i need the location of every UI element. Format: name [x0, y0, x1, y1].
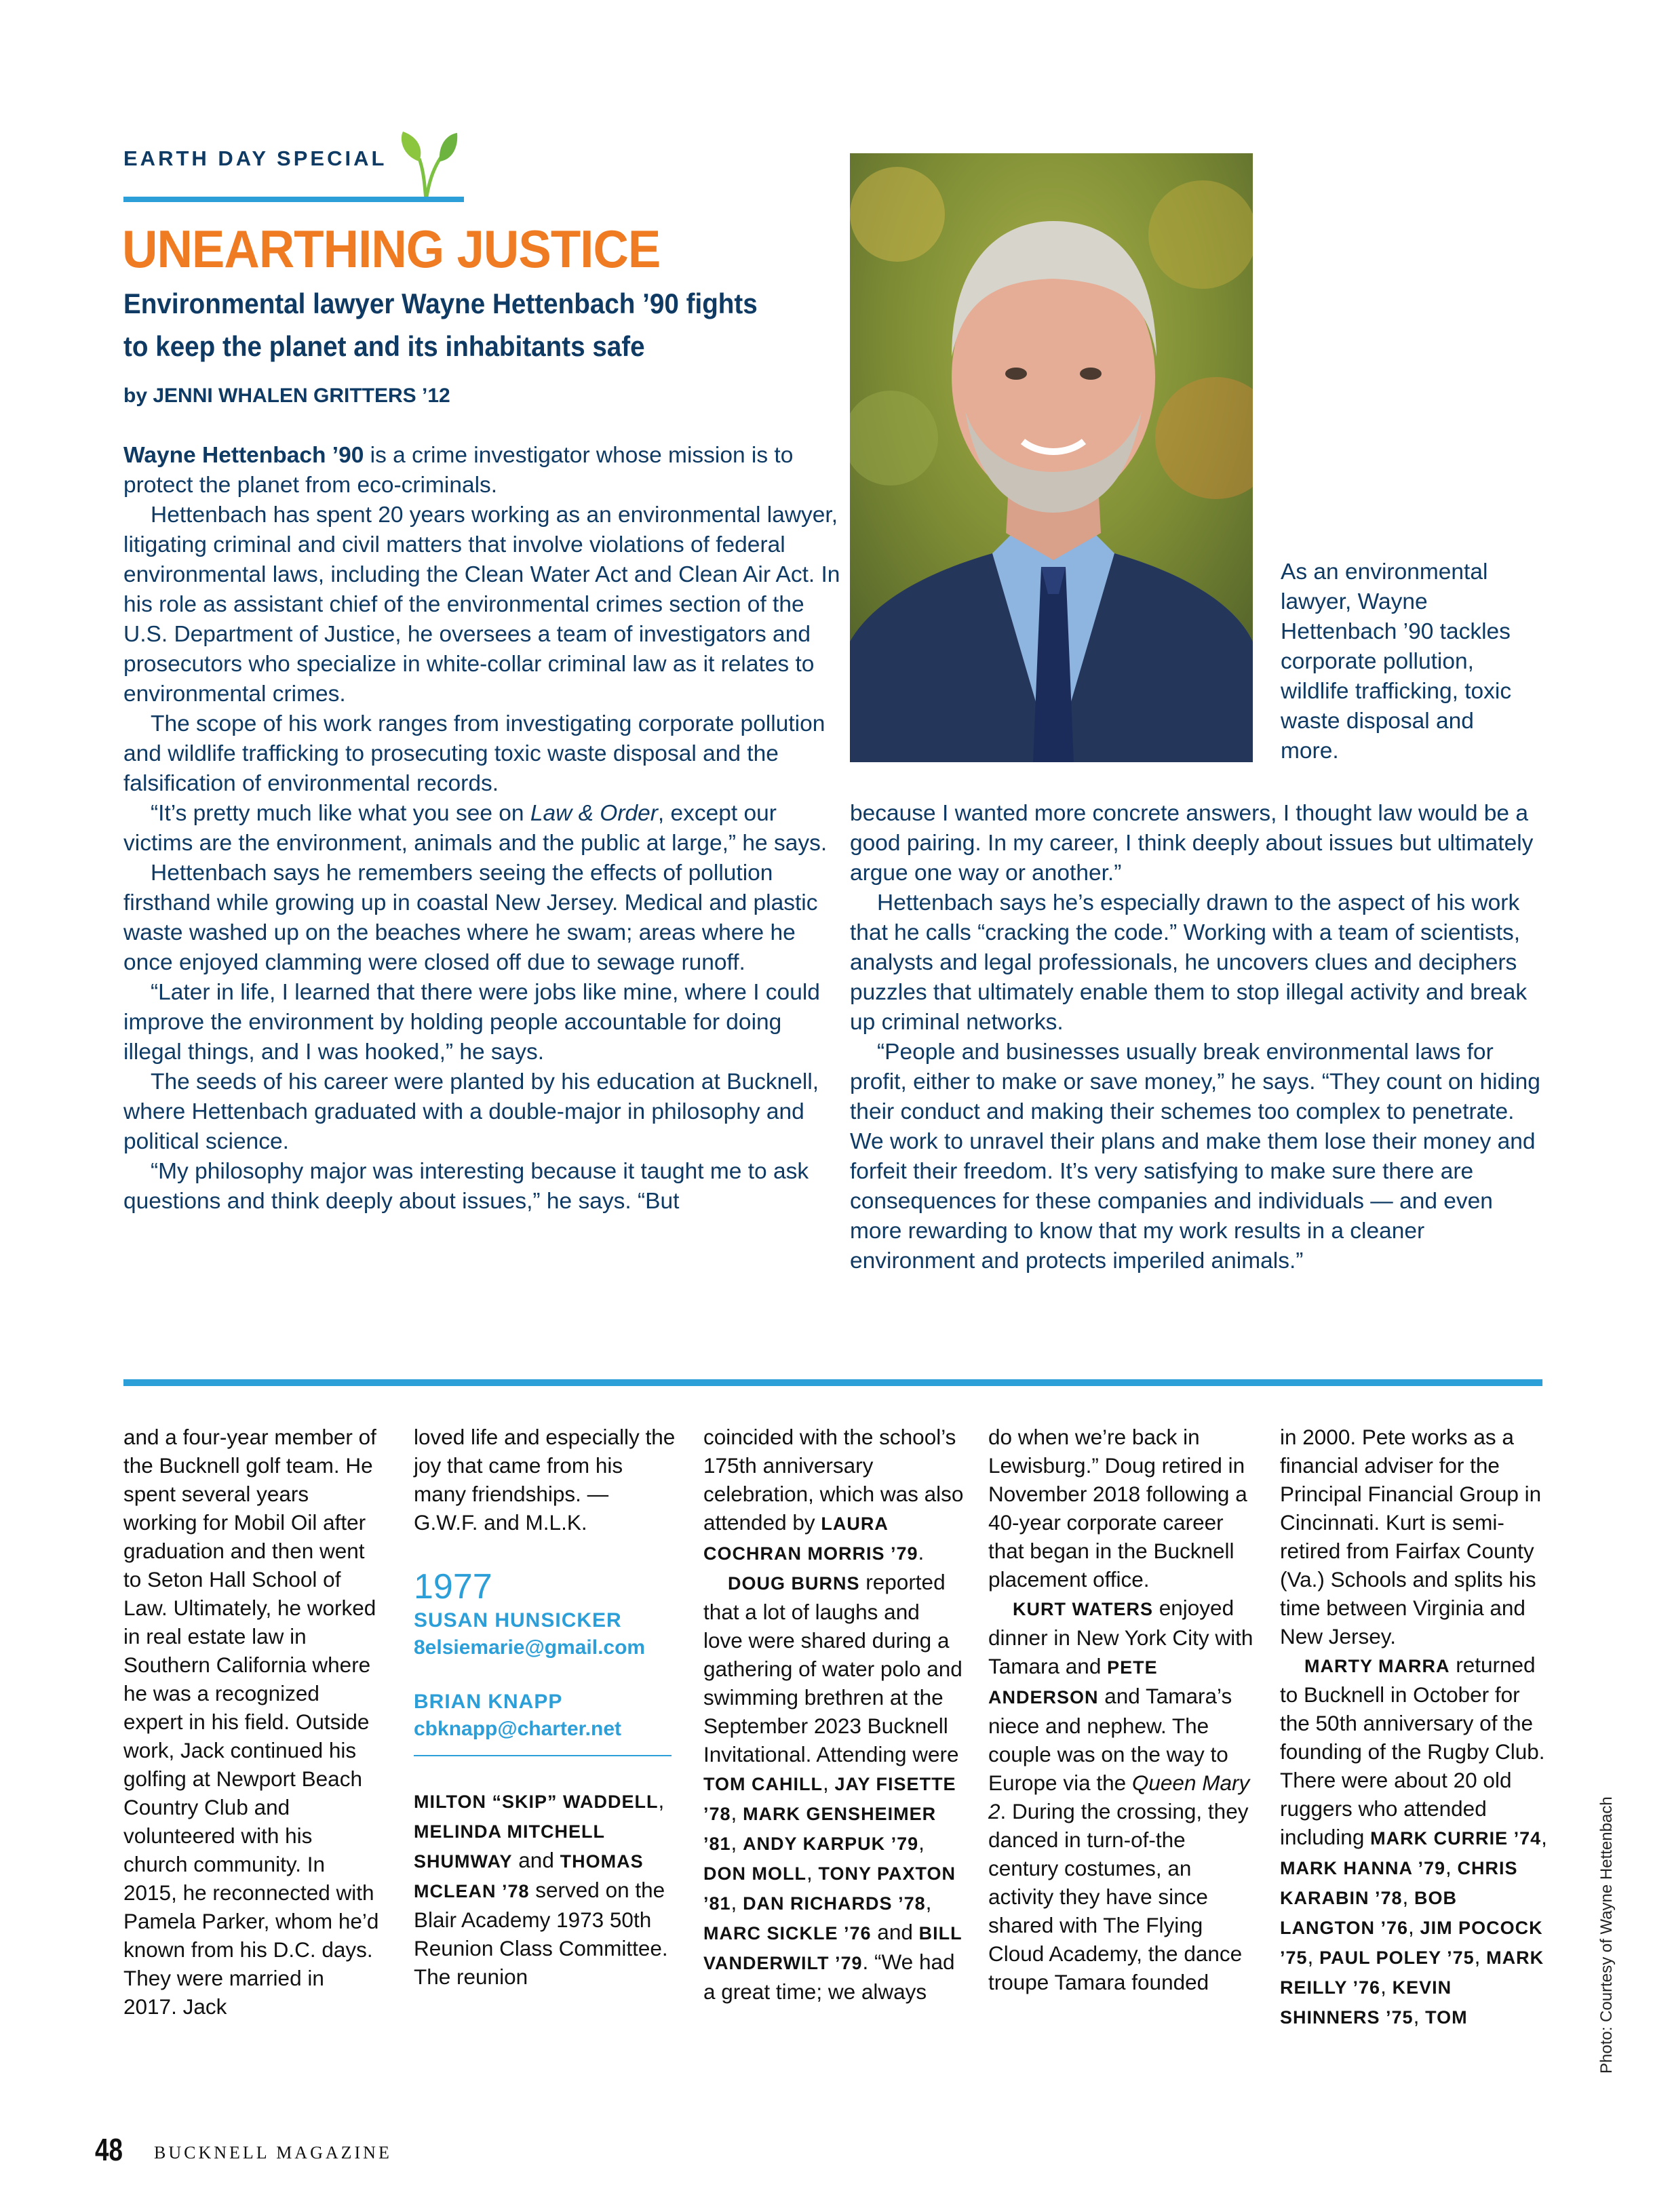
article-column-right: [850, 799, 1549, 1276]
class-notes-column-1: [123, 1423, 380, 2021]
class-note-text: coincided with the school’s 175th anniversary celebration, which was also attended by LAURA COCHRAN MORRIS ’79.: [703, 1425, 964, 1564]
section-kicker: EARTH DAY SPECIAL: [123, 146, 387, 170]
article-column-left: [123, 441, 842, 1217]
article-paragraph: Hettenbach says he’s especially drawn to the aspect of his work that he calls “cracking the code.” Working with a team of scientists, analysts and legal professionals, he uncovers clues and deciphers puzzles that ultimately enable them to stop illegal activity and break up criminal networks.: [850, 890, 1528, 1035]
class-year-heading: 1977: [414, 1567, 492, 1606]
article-paragraph: Hettenbach says he remembers seeing the effects of pollution firsthand while growing up in coastal New Jersey. Medical and plastic waste washed up on the beaches where he swam; areas where he once enjoyed clamming were closed off due to sewage runoff.: [123, 861, 818, 975]
portrait-photo: [850, 153, 1253, 762]
article-paragraph: The seeds of his career were planted by his education at Bucknell, where Hettenbach graduated with a double-major in philosophy and political science.: [123, 1069, 819, 1154]
article-paragraph: The scope of his work ranges from investigating corporate pollution and wildlife trafficking to prosecuting toxic waste disposal and the falsification of environmental records.: [123, 711, 825, 796]
article-title: UNEARTHING JUSTICE: [122, 219, 661, 279]
leaf-icon: [396, 129, 459, 203]
article-paragraph: “People and businesses usually break environmental laws for profit, either to make or save money,” he says. “They count on hiding their conduct and making their schemes too complex to penetrate. We work to unravel their plans and make them lose their money and forfeit their freedom. It’s very satisfying to make sure there are consequences for these companies and individuals — and even more rewarding to know that my work results in a cleaner environment and protects imperiled animals.”: [850, 1040, 1540, 1273]
class-notes-column-2: [414, 1423, 678, 1991]
article-deck: Environmental lawyer Wayne Hettenbach ’90 fights to keep the planet and its inhabitants safe: [123, 288, 758, 362]
class-notes-column-3: [703, 1423, 965, 2006]
section-divider: [123, 1379, 1542, 1386]
publication-name: BUCKNELL MAGAZINE: [154, 2143, 392, 2162]
class-notes-column-5: [1280, 1423, 1551, 2032]
article-paragraph: because I wanted more concrete answers, I thought law would be a good pairing. In my career, I think deeply about issues but ultimately argue one way or another.”: [850, 801, 1534, 886]
class-note-text: do when we’re back in Lewisburg.” Doug retired in November 2018 following a 40-year corporate career that began in the Bucknell placement office.: [988, 1425, 1247, 1592]
secretary-name: BRIAN KNAPP: [414, 1691, 563, 1713]
secretary-name: SUSAN HUNSICKER: [414, 1609, 622, 1632]
secretary-email[interactable]: 8elsiemarie@gmail.com: [414, 1636, 646, 1659]
column-rule: [414, 1755, 672, 1756]
class-note-text: KURT WATERS enjoyed dinner in New York City with Tamara and PETE ANDERSON and Tamara’s niece and nephew. The couple was on the way to Europe via the Queen Mary 2. During the crossing, they danced in turn-of-the century costumes, an activity they have since shared with The Flying Cloud Academy, the dance troupe Tamara founded: [988, 1596, 1253, 1994]
photo-caption: As an environmental lawyer, Wayne Hettenbach ’90 tackles corporate pollution, wildlife trafficking, toxic waste disposal and more.: [1281, 559, 1512, 764]
class-note-text: in 2000. Pete works as a financial adviser for the Principal Financial Group in Cincinnati. Kurt is semi-retired from Fairfax County (Va.) Schools and splits his time between Virginia and New Jersey.: [1280, 1425, 1542, 1648]
byline: by JENNI WHALEN GRITTERS ’12: [123, 384, 450, 407]
secretary-email[interactable]: cbknapp@charter.net: [414, 1718, 622, 1740]
article-paragraph: “My philosophy major was interesting because it taught me to ask questions and think deeply about issues,” he says. “But: [123, 1159, 809, 1214]
class-note-text: MILTON “SKIP” WADDELL, MELINDA MITCHELL SHUMWAY and THOMAS MCLEAN ’78 served on the Blair Academy 1973 50th Reunion Class Committee. The reunion: [414, 1788, 668, 1989]
class-notes-column-4: [988, 1423, 1256, 1996]
article-paragraph: Hettenbach has spent 20 years working as an environmental lawyer, litigating criminal and civil matters that involve violations of federal environmental laws, including the Clean Water Act and Clean Air Act. In his role as assistant chief of the environmental crimes section of the U.S. Department of Justice, he oversees a team of investigators and prosecutors who specialize in white-collar criminal law as it relates to environmental crimes.: [123, 502, 840, 707]
photo-credit: Photo: Courtesy of Wayne Hettenbach: [1597, 1796, 1616, 2074]
article-paragraph: “It’s pretty much like what you see on Law & Order, except our victims are the environment, animals and the public at large,” he says.: [123, 801, 828, 856]
class-note-text: DOUG BURNS reported that a lot of laughs and love were shared during a gathering of water polo and swimming brethren at the September 2023 Bucknell Invitational. Attending were TOM CAHILL, JAY FISETTE ’78, MARK GENSHEIMER ’81, ANDY KARPUK ’79, DON MOLL, TONY PAXTON ’81, DAN RICHARDS ’78, MARC SICKLE ’76 and BILL VANDERWILT ’79. “We had a great time; we always: [703, 1570, 962, 2004]
kicker-rule: [123, 197, 464, 202]
article-paragraph: Wayne Hettenbach ’90 is a crime investigator whose mission is to protect the planet from eco-criminals.: [123, 443, 794, 498]
page-number: 48: [95, 2132, 123, 2167]
article-paragraph: “Later in life, I learned that there were jobs like mine, where I could improve the environment by holding people accountable for doing illegal things, and I was hooked,” he says.: [123, 980, 820, 1065]
class-note-text: and a four-year member of the Bucknell golf team. He spent several years working for Mobil Oil after graduation and then went to Seton Hall School of Law. Ultimately, he worked in real estate law in Southern California where he was a recognized expert in his field. Outside work, Jack continued his golfing at Newport Beach Country Club and volunteered with his church community. In 2015, he reconnected with Pamela Parker, whom he’d known from his D.C. days. They were married in 2017. Jack: [123, 1425, 379, 2019]
class-note-text: MARTY MARRA returned to Bucknell in October for the 50th anniversary of the founding of the Rugby Club. There were about 20 old ruggers who attended including MARK CURRIE ’74, MARK HANNA ’79, CHRIS KARABIN ’78, BOB LANGTON ’76, JIM POCOCK ’75, PAUL POLEY ’75, MARK REILLY ’76, KEVIN SHINNERS ’75, TOM: [1280, 1653, 1547, 2028]
class-note-text: loved life and especially the joy that came from his many friendships. — G.W.F. and M.L.K.: [414, 1425, 676, 1535]
